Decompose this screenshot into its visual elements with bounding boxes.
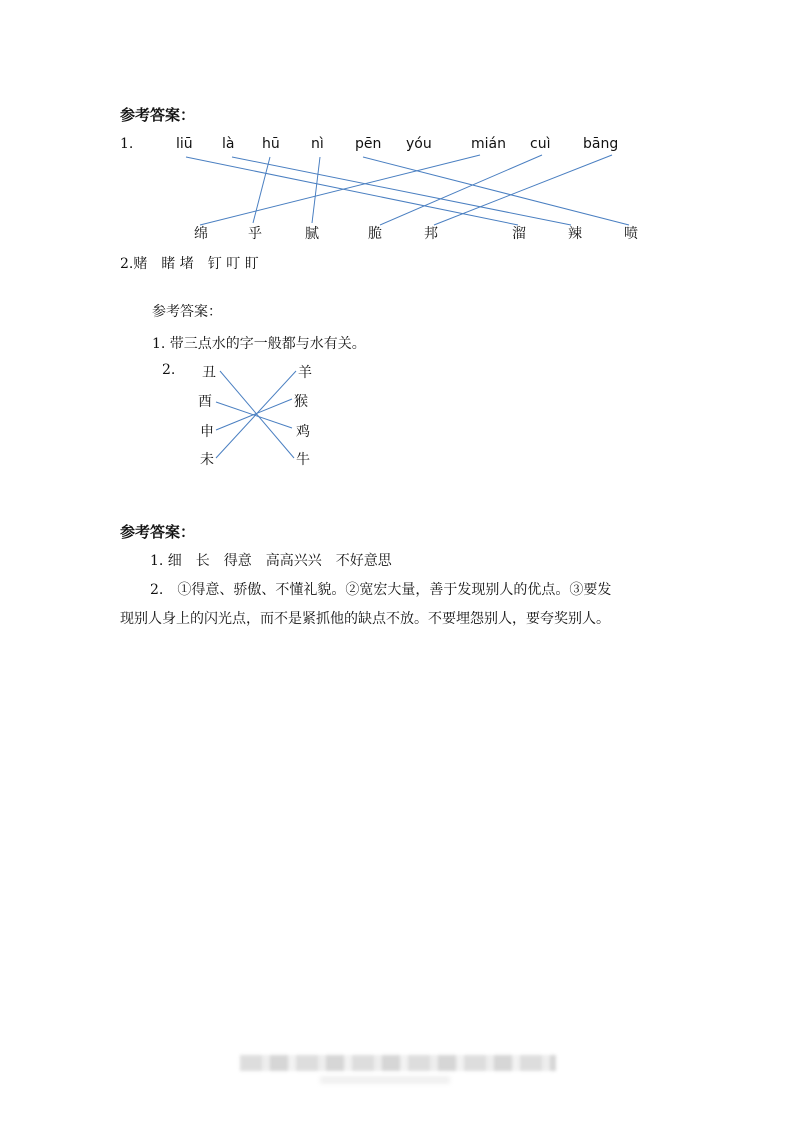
char-cui: 脆	[368, 226, 382, 242]
match-line-la	[232, 157, 571, 225]
char-mian: 绵	[194, 226, 208, 242]
zodiac-right-niu: 牛	[296, 452, 310, 468]
blurred-footer	[240, 1055, 556, 1071]
pinyin-mian: mián	[471, 136, 506, 152]
section3-line2: 2. ①得意、骄傲、不懂礼貌。②宽宏大量，善于发现别人的优点。③要发	[150, 582, 612, 598]
zodiac-right-hou: 猴	[294, 394, 308, 410]
section3-heading: 参考答案：	[120, 523, 196, 541]
section3-line3: 现别人身上的闪光点，而不是紧抓他的缺点不放。不要埋怨别人，要夸奖别人。	[120, 611, 610, 627]
section2-q2-number: 2.	[162, 362, 176, 378]
zodiac-line-wei	[216, 371, 296, 458]
pinyin-you: yóu	[406, 136, 432, 152]
char-liu: 溜	[512, 226, 526, 242]
pinyin-pen: pēn	[355, 136, 382, 152]
char-ni: 腻	[305, 226, 319, 242]
zodiac-left-chou: 丑	[202, 365, 216, 381]
zodiac-right-ji: 鸡	[296, 424, 310, 440]
pinyin-la: là	[222, 136, 235, 152]
zodiac-line-shen	[216, 399, 292, 430]
char-hu: 乎	[248, 226, 262, 242]
pinyin-liu: liū	[176, 136, 193, 152]
section1-heading: 参考答案：	[120, 106, 196, 124]
zodiac-left-you: 酉	[198, 394, 212, 410]
match-line-hu	[253, 157, 270, 223]
section2-line1: 1. 带三点水的字一般都与水有关。	[152, 336, 366, 352]
char-la: 辣	[568, 226, 582, 242]
section3-line1: 1. 细 长 得意 高高兴兴 不好意思	[150, 553, 392, 569]
zodiac-left-wei: 未	[200, 452, 214, 468]
pinyin-hu: hū	[262, 136, 280, 152]
zodiac-line-chou	[220, 371, 294, 458]
match-line-pen	[363, 157, 629, 225]
match-line-mian	[200, 155, 480, 225]
match-line-ni	[312, 157, 320, 223]
pinyin-ni: nì	[311, 136, 324, 152]
blurred-footer-sub	[320, 1076, 450, 1084]
match-line-bang	[434, 155, 612, 225]
zodiac-right-yang: 羊	[298, 365, 312, 381]
match-line-liu	[186, 157, 518, 225]
pinyin-bang: bāng	[583, 136, 619, 152]
zodiac-left-shen: 申	[200, 424, 214, 440]
pinyin-cui: cuì	[530, 136, 551, 152]
char-bang: 邦	[424, 226, 438, 242]
char-pen: 喷	[624, 226, 638, 242]
match-line-cui	[380, 155, 542, 225]
section2-heading: 参考答案：	[152, 304, 222, 320]
section1-q2-line: 2.赌 睹 堵 钉 叮 盯	[120, 256, 259, 272]
section1-q1-number: 1.	[120, 136, 134, 152]
zodiac-line-you	[216, 402, 292, 428]
